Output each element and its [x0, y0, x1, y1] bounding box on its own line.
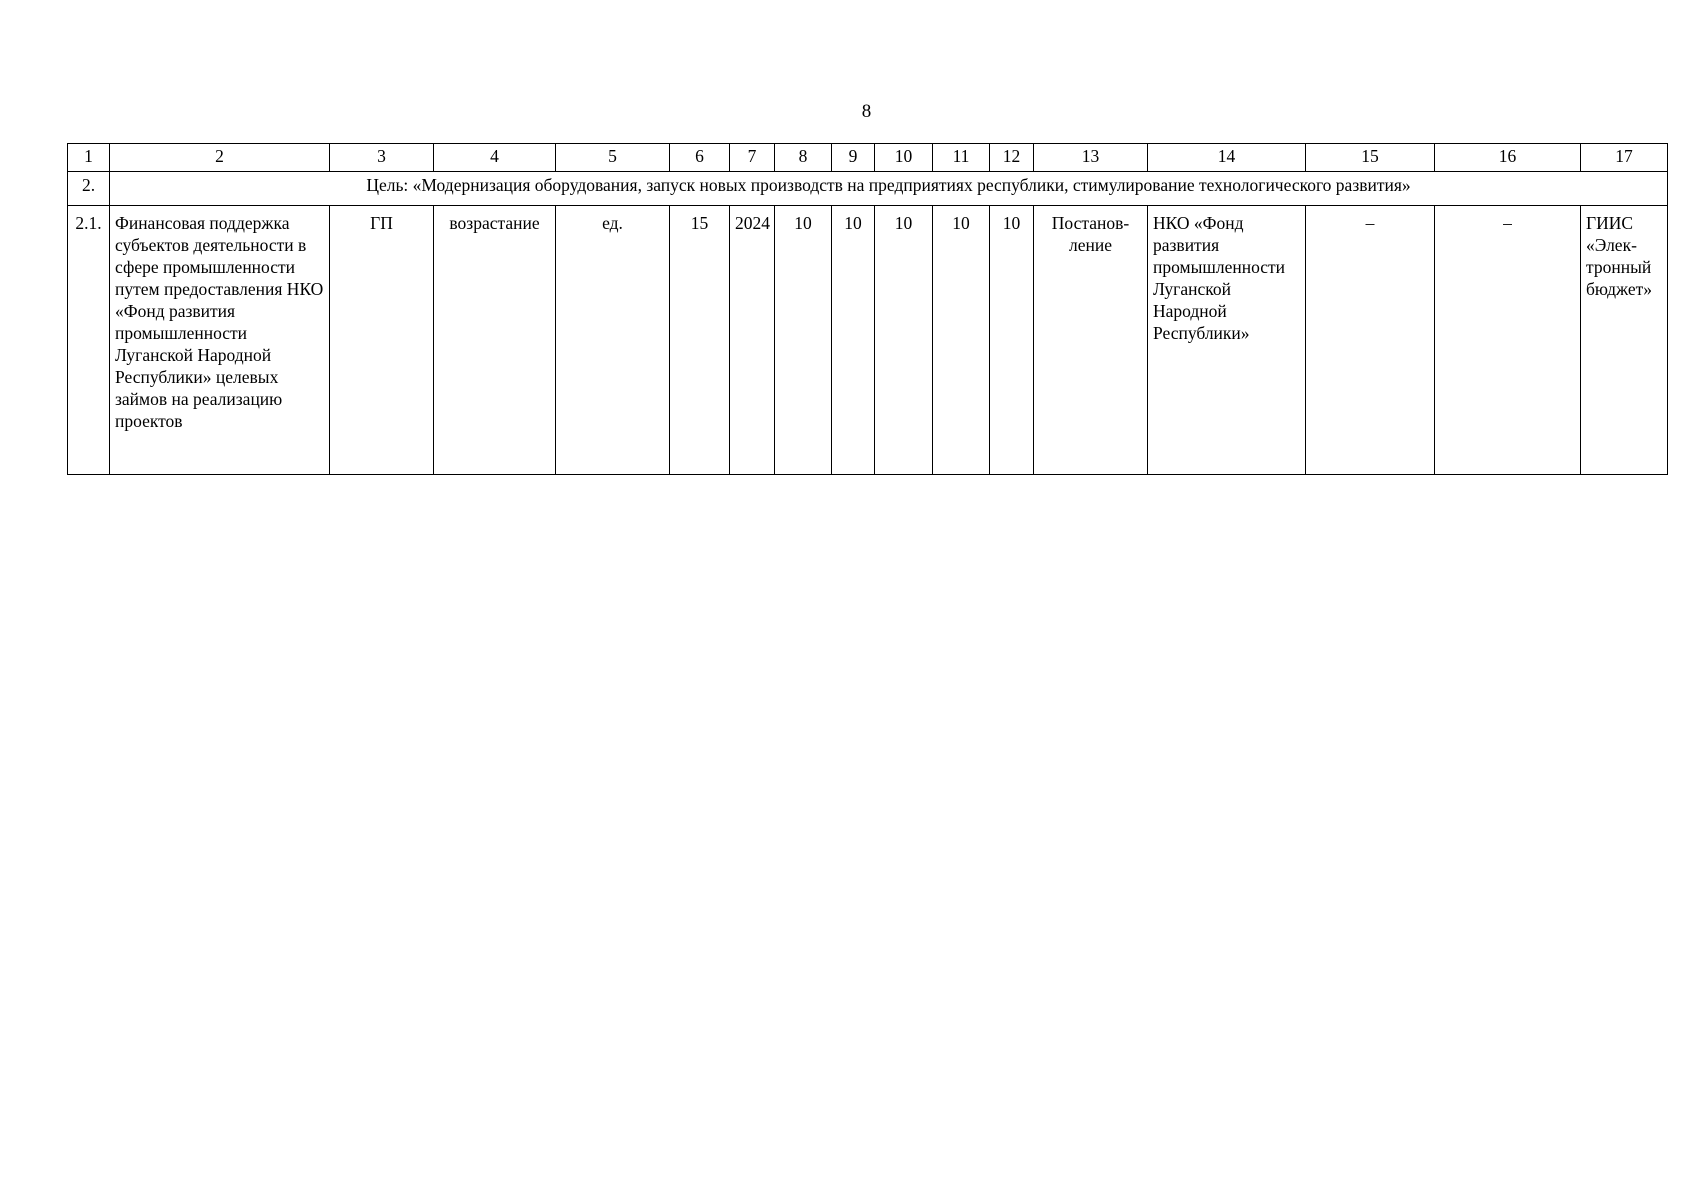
goal-number: 2. — [68, 172, 110, 206]
responsible-organization: НКО «Фонд развития промышленности Луганской Народной Республики» — [1148, 206, 1306, 475]
base-year: 2024 — [730, 206, 775, 475]
column-number: 12 — [990, 144, 1034, 172]
column-number: 5 — [556, 144, 670, 172]
page-number: 8 — [861, 101, 872, 122]
column-number: 16 — [1435, 144, 1581, 172]
column-number: 9 — [832, 144, 875, 172]
column-number: 8 — [775, 144, 832, 172]
base-value: 15 — [670, 206, 730, 475]
table-row — [68, 206, 1668, 475]
goal-text: Цель: «Модернизация оборудования, запуск новых производств на предприятиях республики, стимулирование технологического развития» — [110, 172, 1668, 206]
value-col-10: 10 — [875, 206, 933, 475]
information-system: ГИИС «Элек-тронный бюджет» — [1581, 206, 1668, 475]
document-type: Постанов-ление — [1034, 206, 1148, 475]
column-number: 7 — [730, 144, 775, 172]
column-number: 15 — [1306, 144, 1435, 172]
column-number: 14 — [1148, 144, 1306, 172]
value-col-8: 10 — [775, 206, 832, 475]
column-number: 4 — [434, 144, 556, 172]
column-number-row — [68, 144, 1668, 172]
value-col-11: 10 — [933, 206, 990, 475]
column-number: 3 — [330, 144, 434, 172]
value-col-15: – — [1306, 206, 1435, 475]
column-number: 11 — [933, 144, 990, 172]
column-number: 1 — [68, 144, 110, 172]
measure-name: Финансовая поддержка субъектов деятельности в сфере промышленности путем предоставления НКО «Фонд развития промышленности Луганской Народной Республики» целевых займов на реализацию проектов — [110, 206, 330, 475]
row-number: 2.1. — [68, 206, 110, 475]
goal-row — [68, 172, 1668, 206]
value-col-12: 10 — [990, 206, 1034, 475]
column-number: 10 — [875, 144, 933, 172]
indicators-table — [67, 143, 1668, 475]
indicator-level: ГП — [330, 206, 434, 475]
unit: ед. — [556, 206, 670, 475]
column-number: 17 — [1581, 144, 1668, 172]
value-col-9: 10 — [832, 206, 875, 475]
column-number: 6 — [670, 144, 730, 172]
trend: возрастание — [434, 206, 556, 475]
column-number: 2 — [110, 144, 330, 172]
value-col-16: – — [1435, 206, 1581, 475]
column-number: 13 — [1034, 144, 1148, 172]
